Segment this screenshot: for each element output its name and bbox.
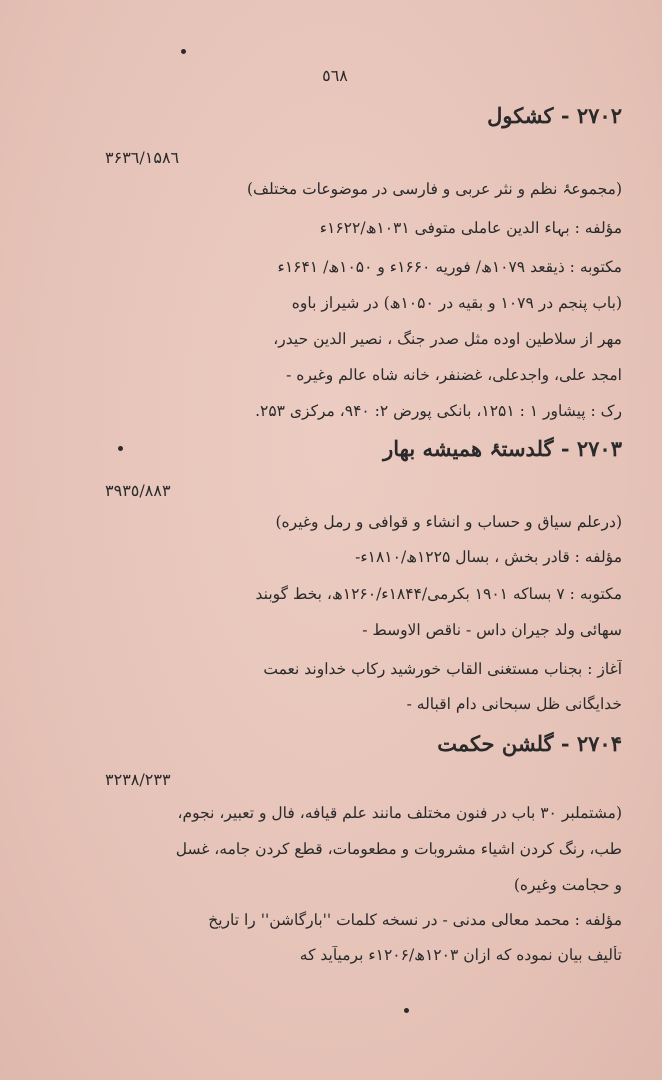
- entry-line: (باب پنجم در ۱۰۷۹ و بقیه در ۱۰۵۰ھ) در شیراز باوه: [291, 294, 622, 312]
- entry-line: (مجموعۂ نظم و نثر عربی و فارسی در موضوعات مختلف): [246, 180, 622, 198]
- entry-line: مؤلفه : محمد معالی مدنی - در نسخه کلمات ''بارگاشن'' را تاریخ: [208, 911, 622, 929]
- entry-line: سهائی ولد جیران داس - ناقص الاوسط -: [362, 621, 622, 639]
- entry-line: مهر از سلاطین اوده مثل صدر جنگ ، نصیر الدین حیدر،: [273, 330, 622, 348]
- entry-line: مؤلفه : قادر بخش ، بسال ۱۲۲۵ھ/۱۸۱۰ء-: [355, 548, 622, 566]
- entry-line: (درعلم سیاق و حساب و انشاء و قوافی و رمل وغیره): [275, 513, 622, 531]
- entry-line: امجد علی، واجدعلی، غضنفر، خانه شاه عالم وغیره -: [286, 366, 622, 384]
- entry-line: طب، رنگ کردن اشیاء مشروبات و مطعومات، قطع کردن جامه، غسل: [175, 840, 622, 858]
- entry-line: (مشتملبر ۳۰ باب در فنون مختلف مانند علم قیافه، فال و تعبیر، نجوم،: [177, 804, 622, 822]
- shelfmark: ۳۹۳٥/۸۸۳: [105, 481, 171, 500]
- entry-line: آغاز : بجناب مستغنی القاب خورشید رکاب خداوند نعمت: [263, 660, 622, 678]
- entry-title: ۲۷۰۴ - گلشن حکمت: [437, 731, 622, 756]
- shelfmark: ۳۶۳٦/۱۵۸٦: [105, 148, 180, 167]
- entry-title: ۲۷۰۲ - کشکول: [487, 103, 622, 128]
- entry-line: خدایگانی ظل سبحانی دام اقباله -: [406, 695, 622, 713]
- entry-title: ۲۷۰۳ - گلدستۂ همیشه بهار: [383, 436, 622, 461]
- shelfmark: ۳۲۳۸/۲۳۳: [105, 770, 171, 789]
- ink-dot: [404, 1008, 409, 1013]
- entry-line: مکتوبه : ۷ بساکه ۱۹۰۱ بکرمی/۱۸۴۴ء/۱۲۶۰ھ، بخط گوبند: [255, 585, 622, 603]
- entry-line: مکتوبه : ذیقعد ۱۰۷۹ھ/ فوریه ۱۶۶۰ء و ۱۰۵۰ھ/ ۱۶۴۱ء: [277, 258, 622, 276]
- ink-dot: [181, 49, 186, 54]
- entry-line: مؤلفه : بہاء الدین عاملی متوفی ۱۰۳۱ھ/۱۶۲۲ء: [319, 219, 622, 237]
- entry-line: تألیف بیان نموده که ازان ۱۲۰۳ھ/۱۲۰۶ء برمیآید که: [299, 946, 622, 964]
- ink-dot: [118, 446, 123, 451]
- entry-line: و حجامت وغیره): [513, 876, 622, 894]
- page-number: ٥٦٨: [322, 66, 348, 85]
- entry-line: رک : پیشاور ۱ : ۱۲۵۱، بانکی پورض ۲: ۹۴۰، مرکزی ۲۵۳.: [255, 402, 622, 420]
